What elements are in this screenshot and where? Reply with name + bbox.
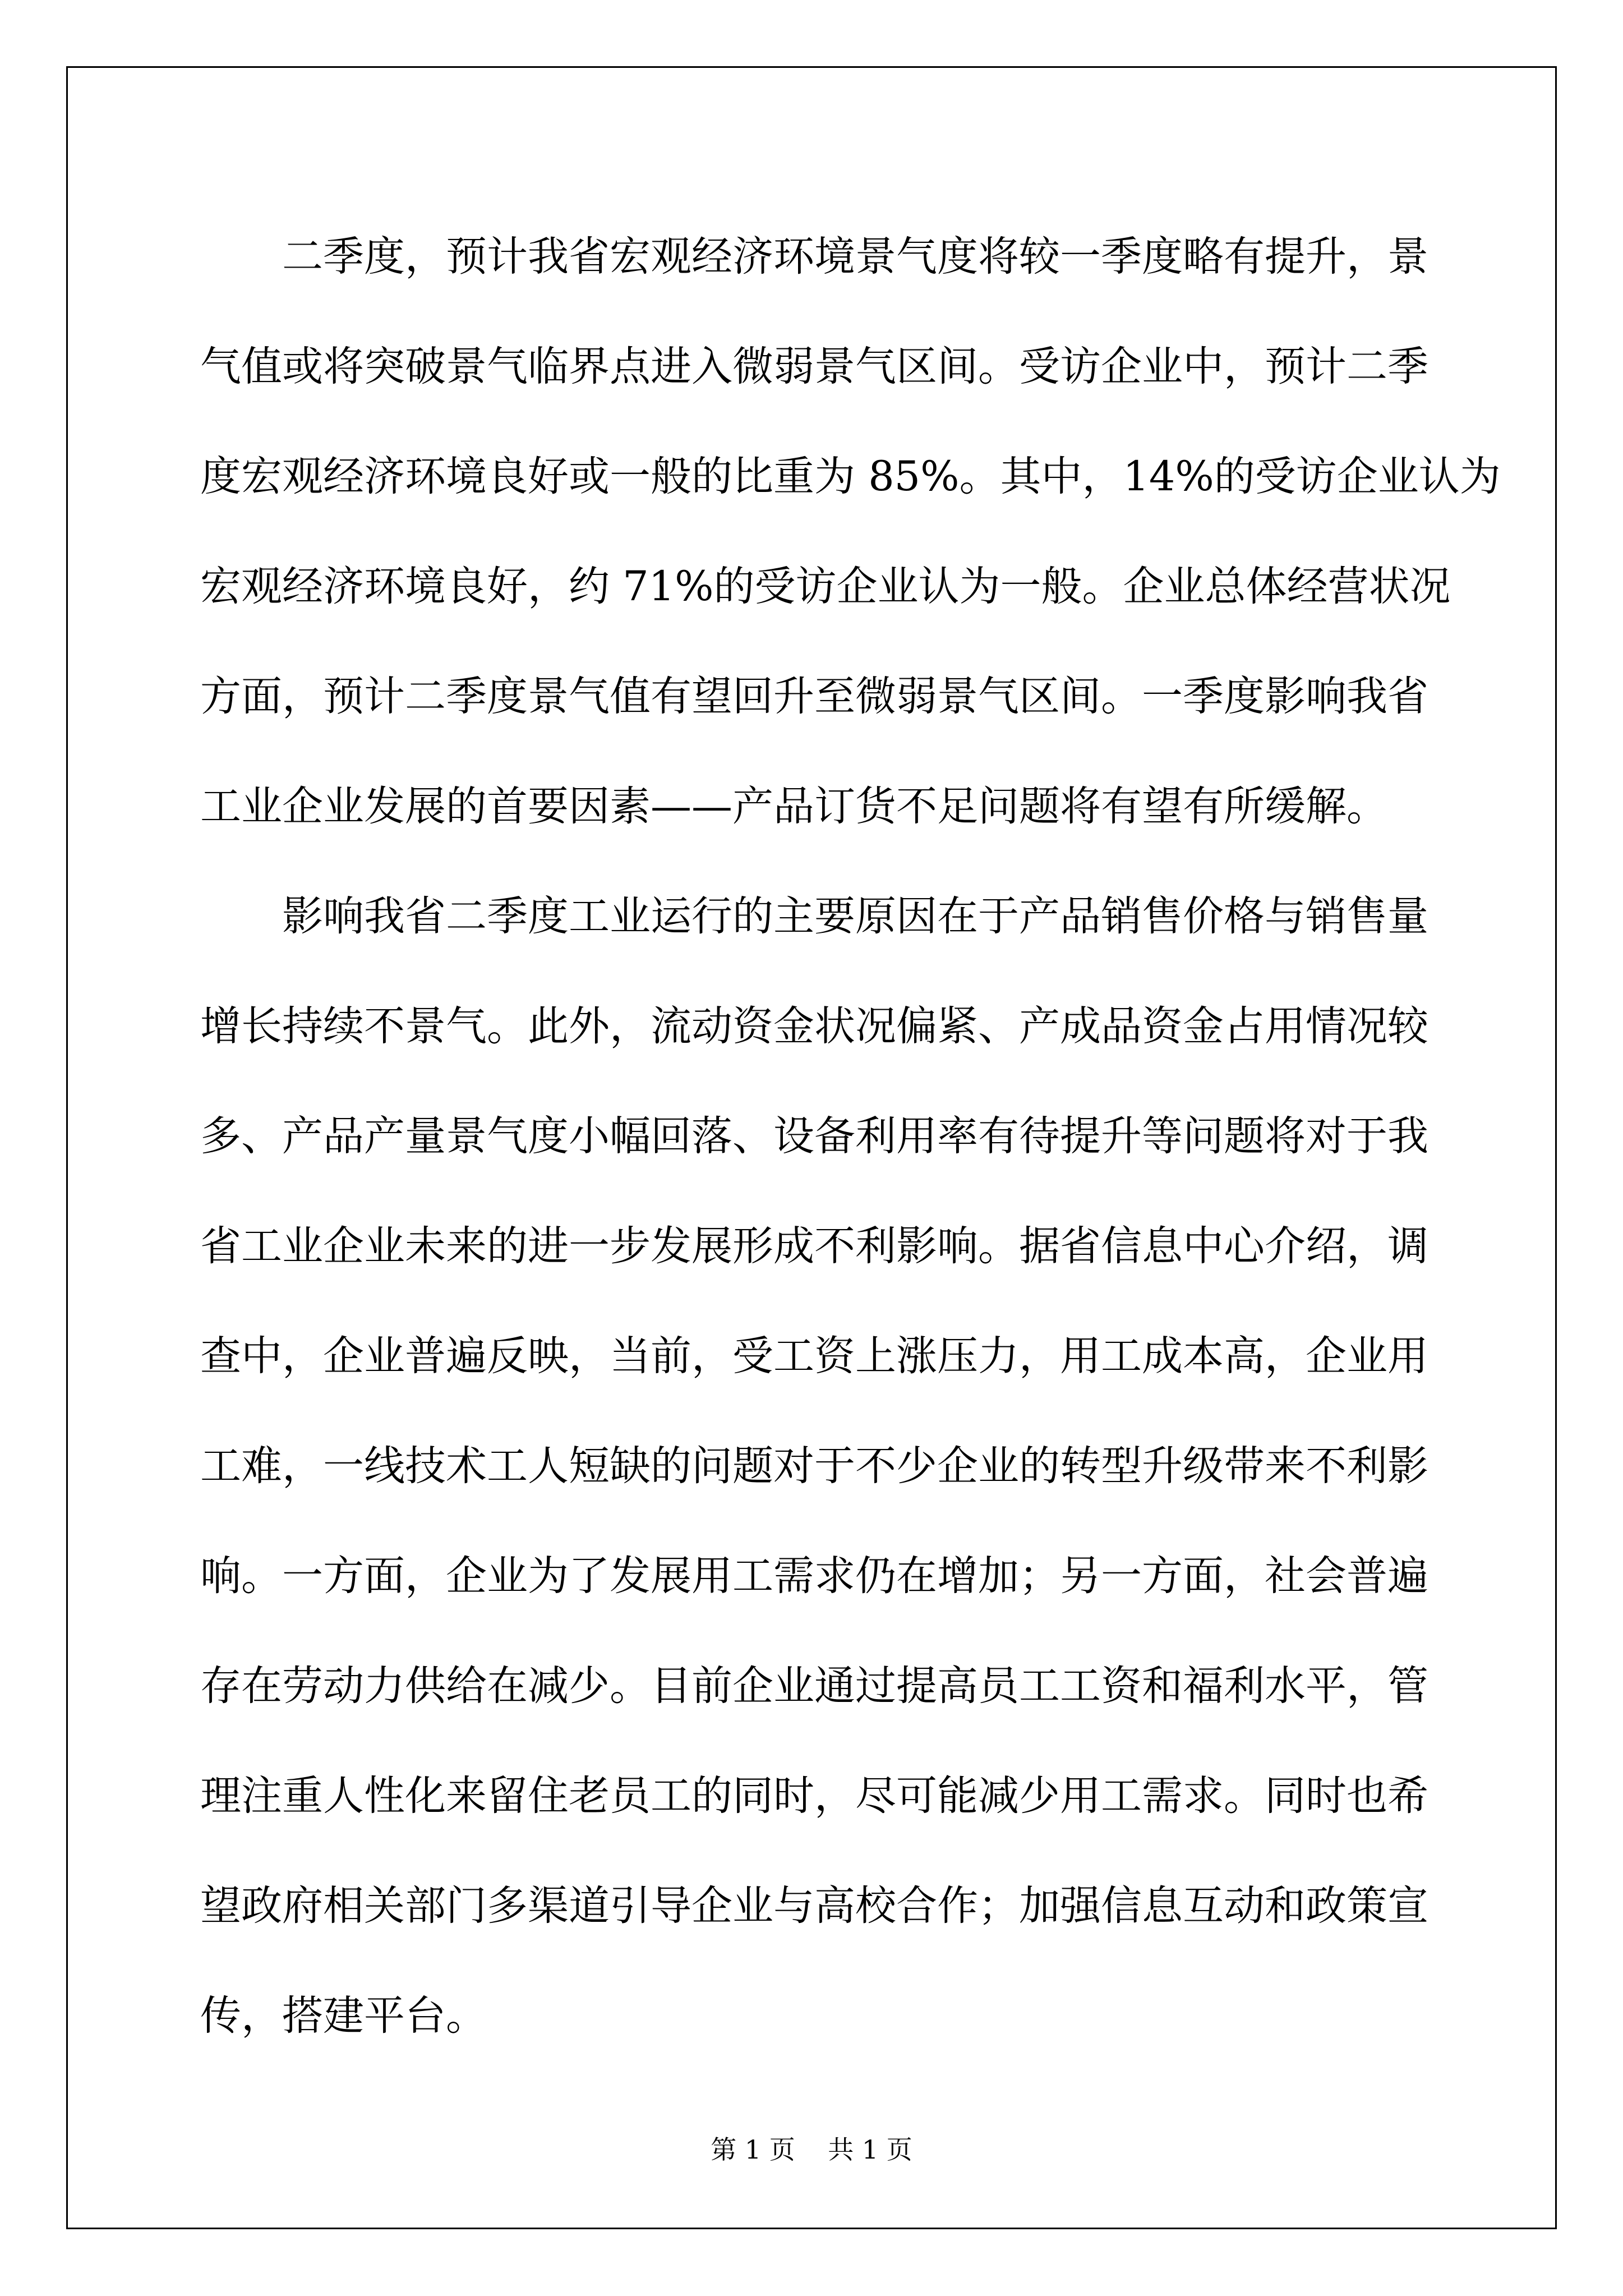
paragraph-1-line-3: 度宏观经济环境良好或一般的比重为 85%。其中，14%的受访企业认为 (200, 453, 1501, 500)
paragraph-1-line-2: 气值或将突破景气临界点进入微弱景气区间。受访企业中，预计二季 (200, 343, 1428, 390)
paragraph-2-line-7: 响。一方面，企业为了发展用工需求仍在增加；另一方面，社会普遍 (200, 1552, 1428, 1600)
paragraph-2-line-5: 查中，企业普遍反映，当前，受工资上涨压力，用工成本高，企业用 (200, 1332, 1428, 1380)
paragraph-1-line-1: 二季度，预计我省宏观经济环境景气度将较一季度略有提升，景 (282, 233, 1428, 280)
paragraph-1-line-4: 宏观经济环境良好，约 71%的受访企业认为一般。企业总体经营状况 (200, 563, 1451, 610)
document-body (200, 202, 1501, 2071)
paragraph-2-line-1: 影响我省二季度工业运行的主要原因在于产品销售价格与销售量 (282, 892, 1428, 940)
paragraph-2-line-2: 增长持续不景气。此外，流动资金状况偏紧、产成品资金占用情况较 (200, 1002, 1428, 1050)
page-number-footer: 第 1 页 共 1 页 (711, 2134, 912, 2165)
paragraph-2-line-11: 传，搭建平台。 (200, 1992, 487, 2040)
paragraph-1-line-5: 方面，预计二季度景气值有望回升至微弱景气区间。一季度影响我省 (200, 673, 1428, 720)
paragraph-2-line-4: 省工业企业未来的进一步发展形成不利影响。据省信息中心介绍，调 (200, 1222, 1428, 1270)
paragraph-1-line-6: 工业企业发展的首要因素——产品订货不足问题将有望有所缓解。 (200, 783, 1387, 830)
paragraph-2-line-8: 存在劳动力供给在减少。目前企业通过提高员工工资和福利水平，管 (200, 1662, 1428, 1710)
paragraph-2-line-6: 工难，一线技术工人短缺的问题对于不少企业的转型升级带来不利影 (200, 1442, 1428, 1490)
paragraph-2-line-10: 望政府相关部门多渠道引导企业与高校合作；加强信息互动和政策宣 (200, 1882, 1428, 1930)
paragraph-2-line-9: 理注重人性化来留住老员工的同时，尽可能减少用工需求。同时也希 (200, 1772, 1428, 1820)
paragraph-2-line-3: 多、产品产量景气度小幅回落、设备利用率有待提升等问题将对于我 (200, 1112, 1428, 1160)
